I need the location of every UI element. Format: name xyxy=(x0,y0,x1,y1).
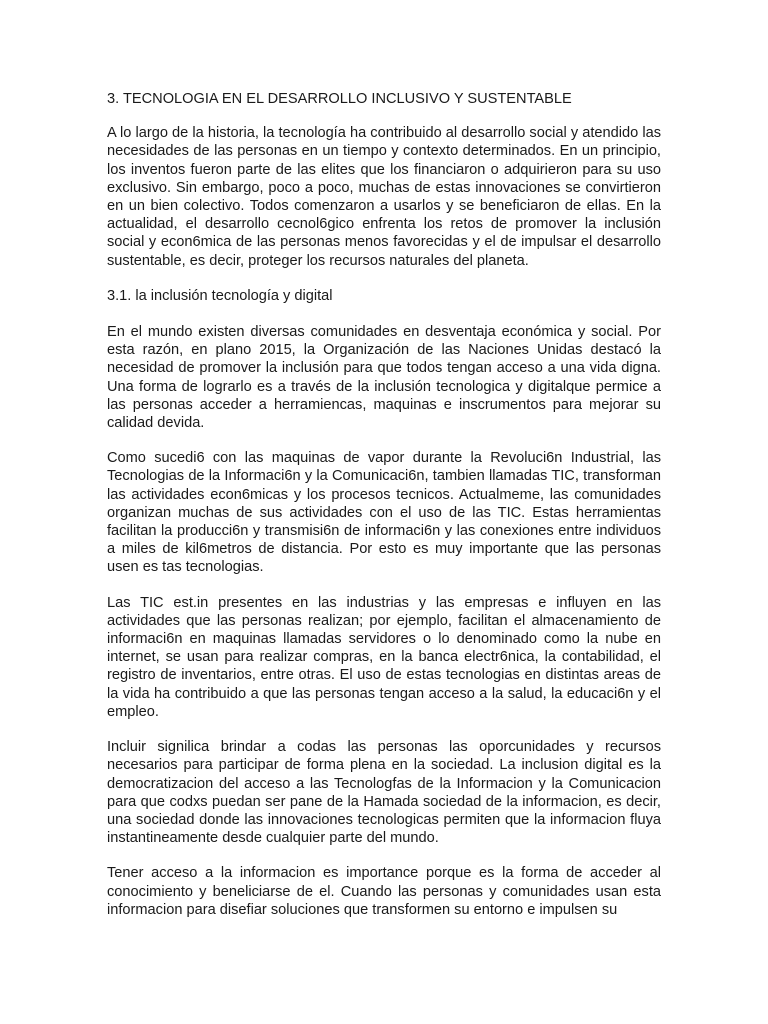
paragraph-3: Las TIC est.in presentes en las industrias y las empresas e influyen en las actividades que las personas realizan; por ejemplo, facilitan el almacenamiento de informaci6n en maquinas llamadas servidores o lo denominado como la nube en internet, se usan para realizar compras, en la banca electr6nica, la contabilidad, el registro de inventarios, entre otras. El uso de estas tecnologias en distintas areas de la vida ha contribuido a que las personas tengan acceso a la salud, la educaci6n y el empleo. xyxy=(107,594,661,720)
subsection-heading: 3.1. la inclusión tecnología y digital xyxy=(107,287,333,304)
document-body xyxy=(107,90,661,936)
paragraph-1: En el mundo existen diversas comunidades en desventaja económica y social. Por esta razón, en plano 2015, la Organización de las Naciones Unidas destacó la necesidad de promover la inclusión para que todos tengan acceso a una vida digna. Una forma de lograrlo es a través de la inclusión tecnologica y digitalque permice a las personas acceder a herramiencas, maquinas e inscrumentos para mejorar su calidad devida. xyxy=(107,324,661,432)
paragraph-5: Tener acceso a la informacion es importance porque es la forma de acceder al conocimiento y beneliciarse de el. Cuando las personas y comunidades usan esta informacion para disefiar soluciones que transformen su entorno e impulsen su xyxy=(107,865,661,918)
paragraph-4: Incluir signilica brindar a codas las personas las oporcunidades y recursos necesarios para participar de forma plena en la sociedad. La inclusion digital es la democratizacion del acceso a las Tecnologfas de la Informacion y la Comunicacion para que codxs puedan ser pane de la Hamada sociedad de la informacion, es decir, una sociedad donde las innovaciones tecnologicas permiten que la informacion fluya instantineamente desde cualquier parte del mundo. xyxy=(107,739,661,847)
section-heading: 3. TECNOLOGIA EN EL DESARROLLO INCLUSIVO Y SUSTENTABLE xyxy=(107,91,572,107)
paragraph-2: Como sucedi6 con las maquinas de vapor durante la Revoluci6n Industrial, las Tecnologias de la Informaci6n y la Comunicaci6n, tambien llamadas TIC, transforman las actividades econ6micas y los procesos tecnicos. Actualmeme, las comunidades organizan muchas de sus actividades con el uso de las TIC. Estas herramientas facilitan la producci6n y transmisi6n de informaci6n y las conexiones entre individuos a miles de kil6metros de distancia. Por esto es muy importante que las personas usen es tas tecnologias. xyxy=(107,450,661,576)
intro-paragraph: A lo largo de la historia, la tecnología ha contribuido al desarrollo social y atendido las necesidades de las personas en un tiempo y contexto determinados. En un principio, los inventos fueron parte de las elites que los financiaron o adquirieron para su uso exclusivo. Sin embargo, poco a poco, muchas de estas innovaciones se convirtieron en un bien colectivo. Todos comenzaron a usarlos y se beneficiaron de ellas. En la actualidad, el desarrollo cecnol6gico enfrenta los retos de promover la inclusión social y econ6mica de las personas menos favorecidas y el de impulsar el desarrollo sustentable, es decir, proteger los recursos naturales del planeta. xyxy=(107,125,661,269)
